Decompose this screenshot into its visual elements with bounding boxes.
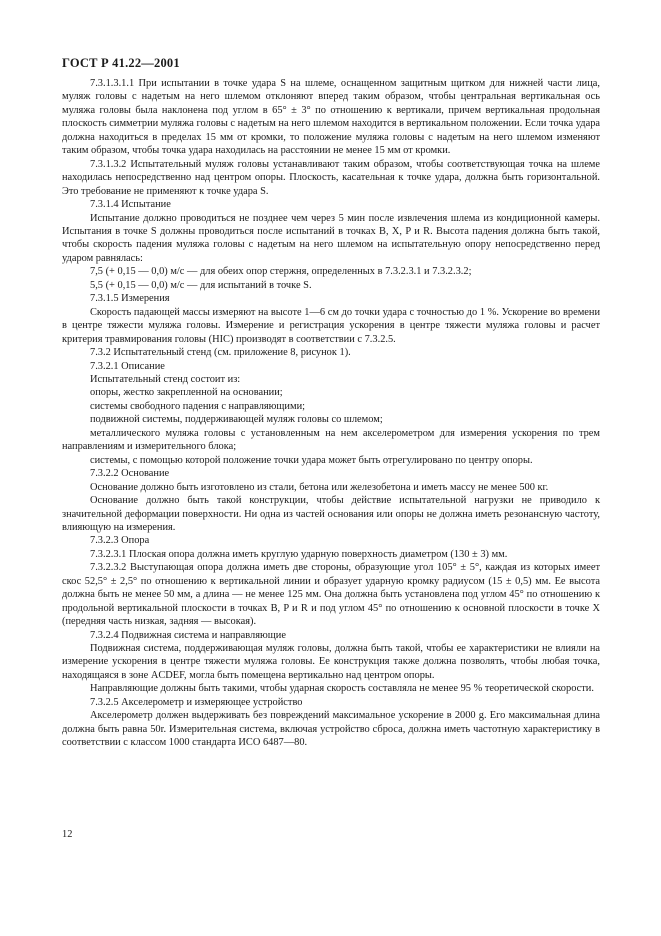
- document-body: [62, 77, 600, 750]
- section-heading: 7.3.2.1 Описание: [90, 360, 165, 372]
- list-item: 7,5 (+ 0,15 — 0,0) м/с — для обеих опор стержня, определенных в 7.3.2.3.1 и 7.3.2.3.2;: [90, 266, 472, 278]
- paragraph: Акселерометр должен выдерживать без повреждений максимальное ускорение в 2000 g. Его максимальная длина должна быть равна 50r. Измерительная система, включая устройство сброса, должна иметь частотную характеристику в соответствии с классом 1000 стандарта ИСО 6487—80.: [62, 710, 600, 749]
- paragraph: Основание должно быть такой конструкции, чтобы действие испытательной нагрузки не приводило к значительной деформации поверхности. Ни одна из частей основания или опоры не должна иметь резонансную частоту, влияющую на измерения.: [62, 495, 600, 533]
- clause-7-3-2-3-2: 7.3.2.3.2 Выступающая опора должна иметь две стороны, образующие угол 105° ± 5°, каждая из которых имеет скос 52,5° ± 2,5° по отношению к вертикальной линии и образует ударную кромку радиусом (15 ± 0,5) мм. Ее высота должна быть не менее 50 мм, а длина — не менее 125 мм. Она должна быть установлена под углом 45° по отношению к продольной вертикальной плоскости в точках B, P и R и под углом 45° по отношению к основной плоскости в точке X (передняя часть низкая, задняя — высокая).: [62, 562, 600, 628]
- list-item: металлического муляжа головы с установленным на нем акселерометром для измерения ускорения по трем направлениям и измерительного блока;: [62, 427, 600, 453]
- paragraph: Подвижная система, поддерживающая муляж головы, должна быть такой, чтобы ее характеристики не влияли на измерение ускорения в центре тяжести муляжа головы. Ее конструкция также должна позволять, чтобы любая точка, находящаяся в зоне ACDEF, могла быть помещена вертикально над центром опоры.: [62, 643, 600, 681]
- paragraph: Испытание должно проводиться не позднее чем через 5 мин после извлечения шлема из кондиционной камеры. Испытания в точке S должны проводиться после испытаний в точках B, X, P и R. Высота падения должна быть такой, чтобы скорость падения муляжа головы с надетым на него шлемом на испытательную опору непосредственно перед ударом равнялась:: [62, 212, 600, 264]
- section-heading: 7.3.1.5 Измерения: [90, 293, 170, 305]
- section-heading: 7.3.2.5 Акселерометр и измеряющее устройство: [90, 696, 303, 708]
- section-heading: 7.3.1.4 Испытание: [90, 199, 171, 211]
- paragraph: Основание должно быть изготовлено из стали, бетона или железобетона и иметь массу не менее 500 кг.: [90, 481, 549, 493]
- list-item: системы, с помощью которой положение точки удара может быть отрегулировано по центру опоры.: [90, 454, 533, 466]
- list-item: 5,5 (+ 0,15 — 0,0) м/с — для испытаний в точке S.: [90, 279, 312, 291]
- list-item: опоры, жестко закрепленной на основании;: [90, 387, 283, 399]
- paragraph: Испытательный стенд состоит из:: [90, 373, 241, 385]
- section-heading: 7.3.2.3 Опора: [90, 535, 150, 547]
- paragraph: Направляющие должны быть такими, чтобы ударная скорость составляла не менее 95 % теоретической скорости.: [90, 683, 594, 695]
- paragraph: Скорость падающей массы измеряют на высоте 1—6 см до точки удара с точностью до 1 %. Ускорение во времени в центре тяжести муляжа головы. Измерение и регистрация ускорения в центре тяжести муляжа головы и расчет критерия травмирования головы (HIC) производят в соответствии с 7.3.2.5.: [62, 306, 600, 345]
- clause-7-3-2-3-1: 7.3.2.3.1 Плоская опора должна иметь круглую ударную поверхность диаметром (130 ± 3) мм.: [90, 548, 508, 560]
- list-item: системы свободного падения с направляющими;: [90, 400, 306, 412]
- page-number: 12: [62, 829, 73, 840]
- clause-7-3-1-3-1-1: 7.3.1.3.1.1 При испытании в точке удара S на шлеме, оснащенном защитным щитком для нижней части лица, муляж головы с надетым на него шлемом отклоняют вперед таким образом, чтобы центральная вертикальная ось муляжа головы была наклонена под углом в 65° ± 3° по отношению к вертикали, причем вертикальная продольная плоскость симметрии муляжа головы с надетым на него шлемом находится в вертикальном положении. Если точка удара должна находиться в пределах 15 мм от кромки, то положение муляжа головы с надетым на него шлемом изменяют таким образом, чтобы точка удара находилась на расстоянии не менее 15 мм от кромки.: [62, 78, 600, 157]
- section-heading: 7.3.2 Испытательный стенд (см. приложение 8, рисунок 1).: [90, 347, 351, 359]
- section-heading: 7.3.2.2 Основание: [90, 468, 170, 480]
- section-heading: 7.3.2.4 Подвижная система и направляющие: [90, 629, 286, 641]
- clause-7-3-1-3-2: 7.3.1.3.2 Испытательный муляж головы устанавливают таким образом, чтобы соответствующая точка на шлеме находилась непосредственно над центром опоры. Плоскость, касательная к точке удара, должна быть горизонтальной. Это требование не применяют к точке удара S.: [62, 158, 600, 197]
- document-header: ГОСТ Р 41.22—2001: [62, 56, 180, 70]
- list-item: подвижной системы, поддерживающей муляж головы со шлемом;: [90, 414, 383, 426]
